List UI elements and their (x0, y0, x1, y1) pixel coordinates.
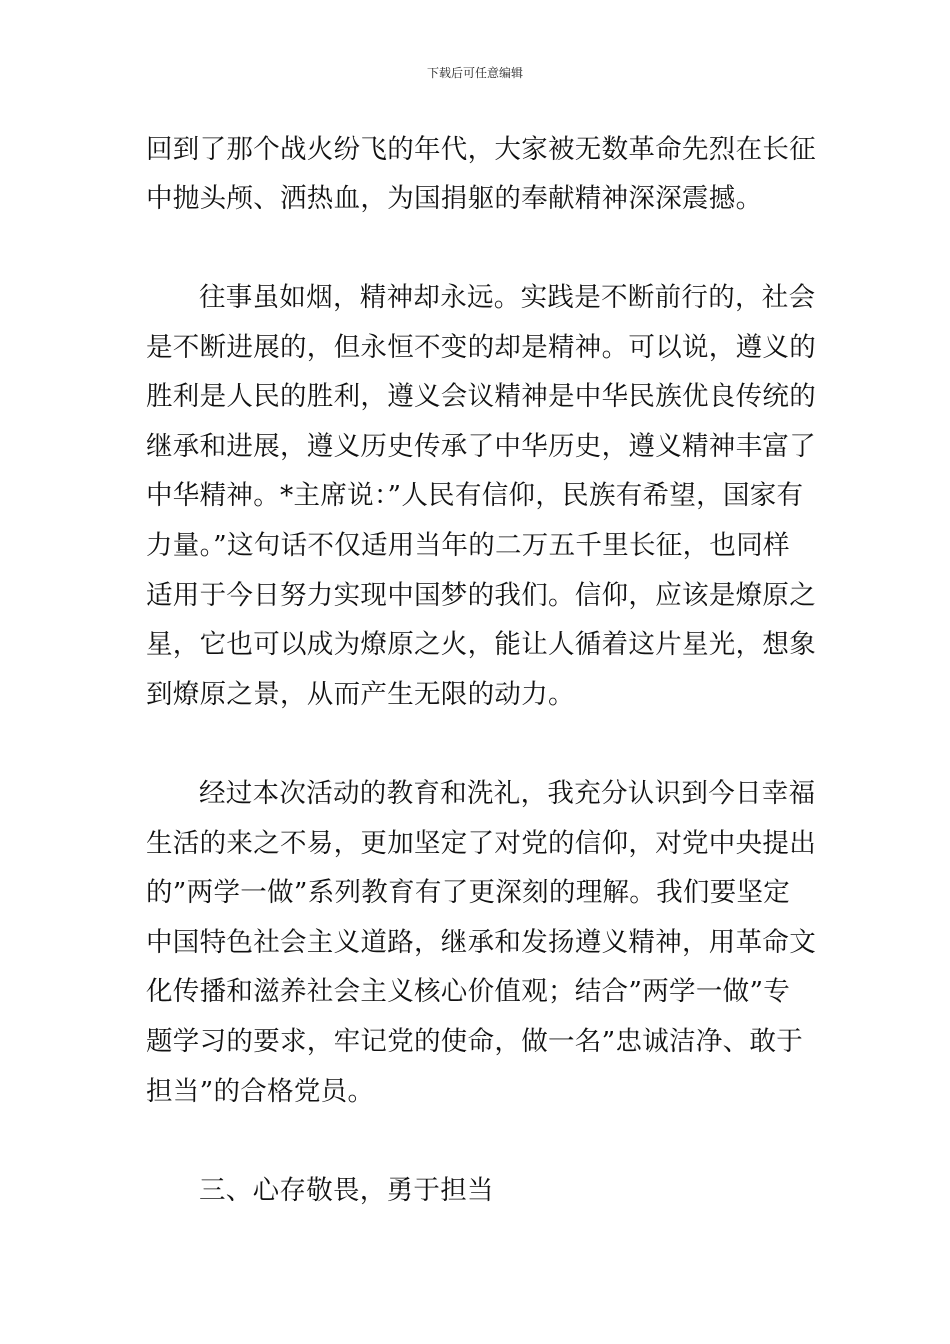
section-heading: 三、心存敬畏，勇于担当 (199, 1175, 494, 1206)
text-line: 担当”的合格党员。 (146, 1076, 375, 1107)
text-line: 到燎原之景，从而产生无限的动力。 (146, 679, 575, 710)
text-line: 的”两学一做”系列教育有了更深刻的理解。我们要坚定 (146, 877, 791, 908)
text-line: 往事虽如烟，精神却永远。实践是不断前行的，社会 (199, 282, 816, 313)
text-line: 中国特色社会主义道路，继承和发扬遵义精神，用革命文 (146, 927, 816, 958)
text-line: 化传播和滋养社会主义核心价值观；结合”两学一做”专 (146, 976, 791, 1007)
text-line: 生活的来之不易，更加坚定了对党的信仰，对党中央提出 (146, 828, 816, 859)
text-line: 中抛头颅、洒热血，为国捐躯的奉献精神深深震撼。 (146, 183, 763, 214)
text-line: 中华精神。*主席说：”人民有信仰，民族有希望，国家有 (146, 480, 804, 511)
text-line: 继承和进展，遵义历史传承了中华历史，遵义精神丰富了 (146, 431, 816, 462)
text-line: 题学习的要求，牢记党的使命，做一名”忠诚洁净、敢于 (146, 1026, 804, 1057)
text-line: 星，它也可以成为燎原之火，能让人循着这片星光，想象 (146, 629, 816, 660)
text-line: 是不断进展的，但永恒不变的却是精神。可以说，遵义的 (146, 332, 816, 363)
text-line: 力量。”这句话不仅适用当年的二万五千里长征，也同样 (146, 530, 790, 561)
page-header: 下载后可任意编辑 (426, 66, 523, 80)
text-line: 经过本次活动的教育和洗礼，我充分认识到今日幸福 (199, 778, 816, 809)
text-line: 胜利是人民的胜利，遵义会议精神是中华民族优良传统的 (146, 381, 816, 412)
text-line: 适用于今日努力实现中国梦的我们。信仰，应该是燎原之 (146, 580, 816, 611)
text-line: 回到了那个战火纷飞的年代，大家被无数革命先烈在长征 (146, 134, 816, 165)
